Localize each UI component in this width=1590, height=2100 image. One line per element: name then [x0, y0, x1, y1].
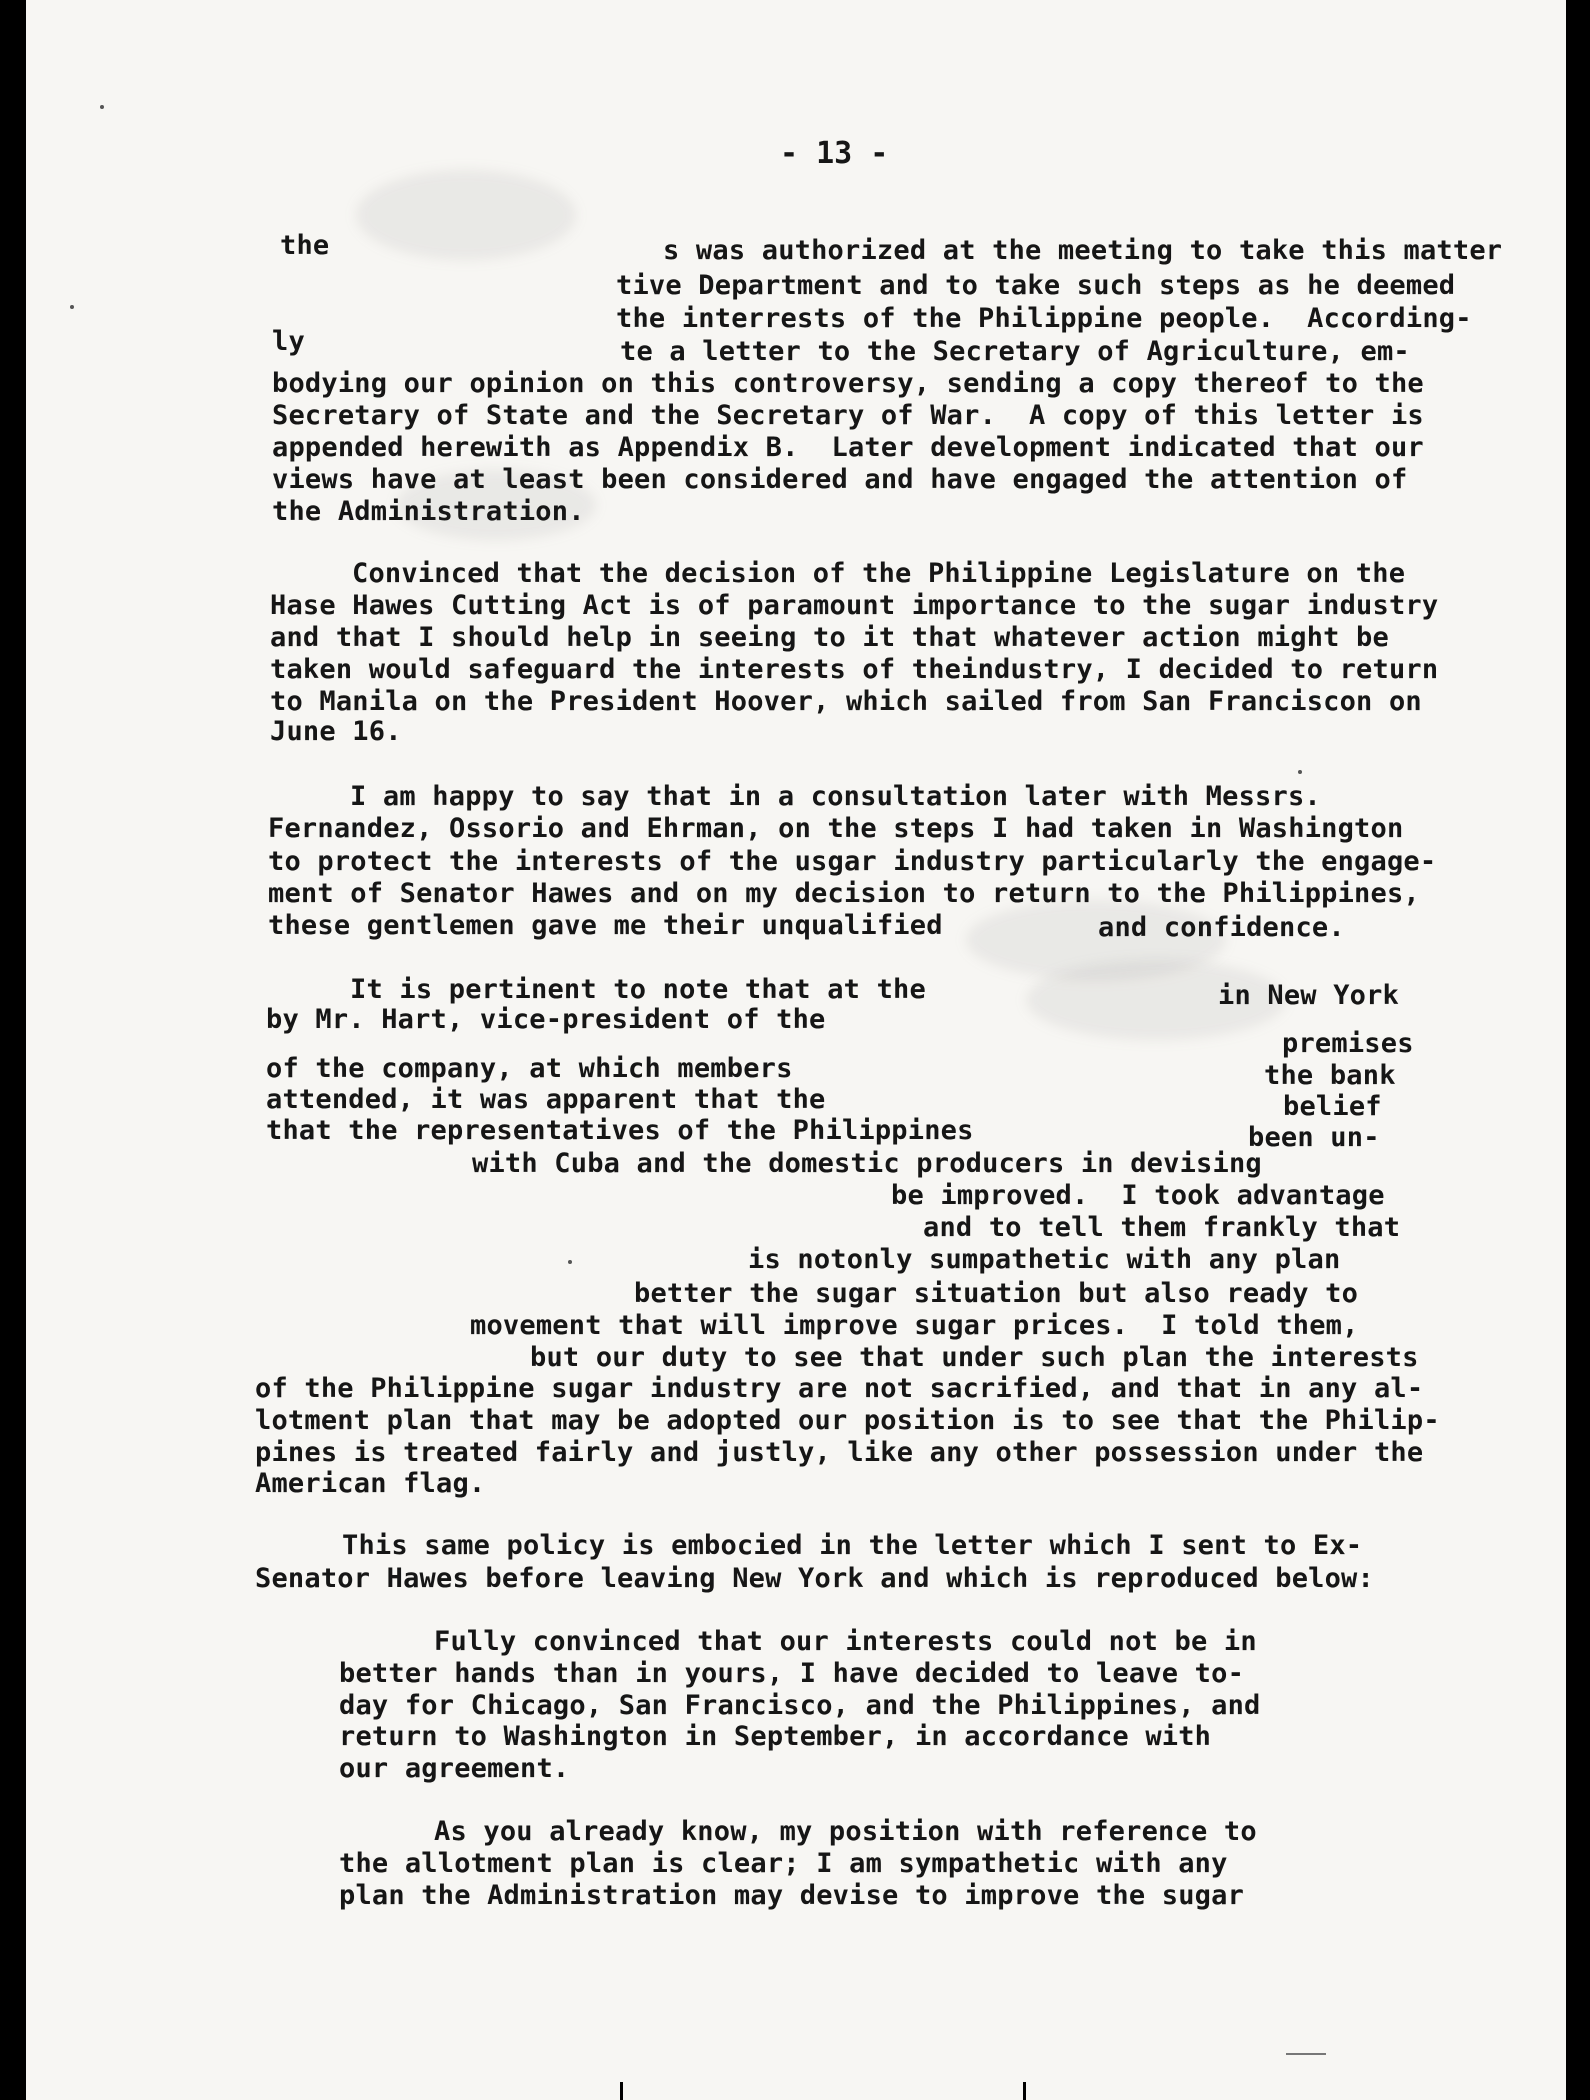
text-line: with Cuba and the domestic producers in devising: [472, 1148, 1262, 1179]
text-line: taken would safeguard the interests of theindustry, I decided to return: [270, 654, 1439, 685]
text-line: This same policy is embocied in the letter which I sent to Ex-: [342, 1530, 1363, 1561]
text-line: better the sugar situation but also ready to: [634, 1278, 1359, 1309]
text-line: ment of Senator Hawes and on my decision to return to the Philippines,: [268, 878, 1420, 909]
quote-line: our agreement.: [339, 1753, 570, 1784]
text-line: Fernandez, Ossorio and Ehrman, on the steps I had taken in Washington: [268, 813, 1404, 844]
text-line: the Administration.: [272, 496, 585, 527]
quote-line: day for Chicago, San Francisco, and the Philippines, and: [339, 1690, 1261, 1721]
text-line: be improved. I took advantage: [891, 1180, 1385, 1211]
text-line: tive Department and to take such steps as he deemed: [616, 270, 1456, 301]
scan-speck: [100, 105, 104, 109]
text-line: Hase Hawes Cutting Act is of paramount importance to the sugar industry: [270, 590, 1439, 621]
page-number: - 13 -: [780, 136, 889, 171]
text-line: premises: [1282, 1028, 1414, 1059]
text-line: views have at least been considered and have engaged the attention of: [272, 464, 1408, 495]
text-line: Secretary of State and the Secretary of War. A copy of this letter is: [272, 400, 1424, 431]
text-line: appended herewith as Appendix B. Later development indicated that our: [272, 432, 1424, 463]
text-line: is notonly sumpathetic with any plan: [748, 1244, 1341, 1275]
page-tab: [620, 2082, 1026, 2100]
text-line: the bank: [1264, 1060, 1396, 1091]
text-line: the: [280, 230, 330, 261]
quote-line: plan the Administration may devise to improve the sugar: [339, 1880, 1245, 1911]
scan-mark: [1286, 2053, 1326, 2055]
text-line: te a letter to the Secretary of Agriculture, em-: [620, 336, 1410, 367]
text-line: bodying our opinion on this controversy, sending a copy thereof to the: [272, 368, 1424, 399]
text-line: American flag.: [255, 1468, 486, 1499]
text-line: and confidence.: [1098, 912, 1345, 943]
text-line: in New York: [1218, 980, 1400, 1011]
text-line: I am happy to say that in a consultation later with Messrs.: [350, 781, 1321, 812]
text-line: been un-: [1248, 1122, 1380, 1153]
text-line: to protect the interests of the usgar industry particularly the engage-: [268, 846, 1437, 877]
quote-line: return to Washington in September, in accordance with: [339, 1721, 1212, 1752]
quote-line: the allotment plan is clear; I am sympathetic with any: [339, 1848, 1228, 1879]
text-line: ly: [272, 326, 305, 357]
text-line: movement that will improve sugar prices. I told them,: [470, 1310, 1359, 1341]
text-line: attended, it was apparent that the: [266, 1084, 826, 1115]
quote-line: As you already know, my position with reference to: [434, 1816, 1257, 1847]
text-line: s was authorized at the meeting to take this matter: [663, 235, 1503, 266]
text-line: to Manila on the President Hoover, which sailed from San Franciscon on: [270, 686, 1422, 717]
text-line: belief: [1283, 1091, 1382, 1122]
text-line: by Mr. Hart, vice-president of the: [266, 1004, 826, 1035]
text-line: and to tell them frankly that: [923, 1212, 1401, 1243]
text-line: but our duty to see that under such plan the interests: [530, 1342, 1419, 1373]
text-line: that the representatives of the Philippines: [266, 1115, 974, 1146]
text-line: and that I should help in seeing to it that whatever action might be: [270, 622, 1389, 653]
scan-speck: [568, 1260, 572, 1264]
text-line: lotment plan that may be adopted our position is to see that the Philip-: [255, 1405, 1440, 1436]
text-line: of the company, at which members: [266, 1053, 793, 1084]
scan-speck: [1298, 770, 1302, 774]
text-line: pines is treated fairly and justly, like any other possession under the: [255, 1437, 1424, 1468]
quote-line: Fully convinced that our interests could not be in: [434, 1626, 1257, 1657]
text-line: of the Philippine sugar industry are not sacrified, and that in any al-: [255, 1373, 1424, 1404]
quote-line: better hands than in yours, I have decided to leave to-: [339, 1658, 1245, 1689]
scan-border: [1566, 0, 1590, 2100]
text-line: It is pertinent to note that at the: [350, 974, 926, 1005]
text-line: these gentlemen gave me their unqualified: [268, 910, 943, 941]
text-line: Convinced that the decision of the Philippine Legislature on the: [352, 558, 1406, 589]
scan-speck: [70, 305, 74, 309]
faded-area: [356, 170, 576, 260]
text-line: the interrests of the Philippine people. According-: [616, 303, 1472, 334]
text-line: Senator Hawes before leaving New York and which is reproduced below:: [255, 1563, 1374, 1594]
text-line: June 16.: [270, 716, 402, 747]
